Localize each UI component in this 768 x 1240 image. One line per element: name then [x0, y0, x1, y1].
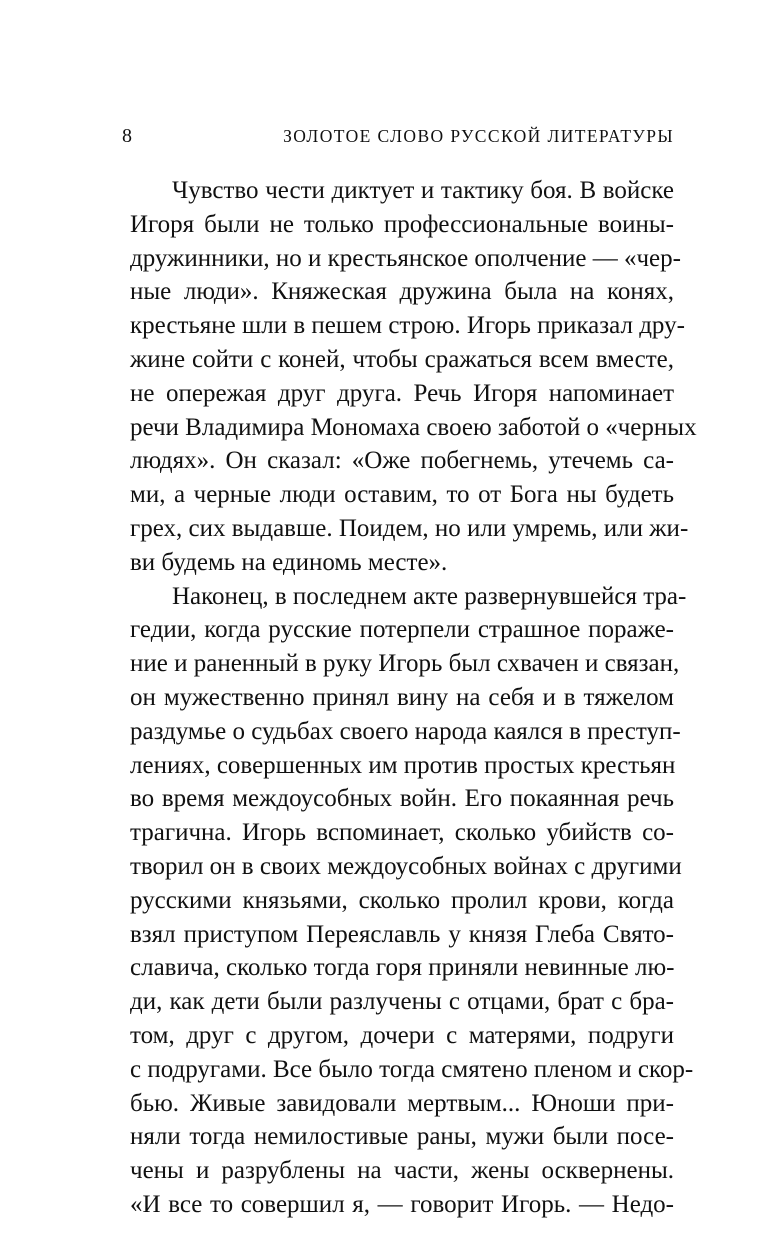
text-line: речи Владимира Мономаха своею заботой о «черных	[130, 413, 697, 441]
text-line: взял приступом Переяславль у князя Глеба Свято-	[130, 920, 674, 948]
text-line: ви будемь на единомь месте».	[130, 548, 448, 576]
text-line: Игоря были не только профессиональные воины-	[130, 210, 674, 238]
text-line: он мужественно принял вину на себя и в тяжелом	[130, 683, 674, 711]
text-line: жине сойти с коней, чтобы сражаться всем вместе,	[130, 345, 674, 373]
text-line: ди, как дети были разлучены с отцами, брат с бра-	[130, 988, 674, 1016]
text-line: ные люди». Княжеская дружина была на конях,	[130, 278, 674, 306]
text-line: раздумье о судьбах своего народа каялся в преступ-	[130, 717, 681, 745]
text-line: русскими князьями, сколько пролил крови, когда	[130, 886, 674, 914]
text-line: дружинники, но и крестьянское ополчение — «чер-	[130, 244, 681, 272]
paragraph	[130, 580, 694, 1222]
text-line: ние и раненный в руку Игорь был схвачен и связан,	[130, 650, 680, 678]
running-title: ЗОЛОТОЕ СЛОВО РУССКОЙ ЛИТЕРАТУРЫ	[283, 126, 674, 146]
text-line: ми, а черные люди оставим, то от Бога ны будеть	[130, 481, 674, 509]
body-text	[130, 174, 697, 1222]
text-line: том, друг с другом, дочери с матерями, подруги	[130, 1021, 674, 1049]
text-line: бью. Живые завидовали мертвым... Юноши при-	[130, 1089, 674, 1117]
text-line: творил он в своих междоусобных войнах с другими	[130, 852, 682, 880]
text-line: «И все то совершил я, — говорит Игорь. — Недо-	[130, 1190, 674, 1218]
text-line: с подругами. Все было тогда смятено пленом и скор-	[130, 1055, 694, 1083]
text-line: людях». Он сказал: «Оже побегнемь, утечемь са-	[130, 447, 674, 475]
text-line: Чувство чести диктует и тактику боя. В войске	[172, 177, 674, 204]
text-line: славича, сколько тогда горя приняли невинные лю-	[130, 954, 675, 982]
text-line: не опережая друг друга. Речь Игоря напоминает	[130, 379, 674, 407]
text-line: чены и разрублены на части, жены осквернены.	[130, 1157, 674, 1185]
text-line: Наконец, в последнем акте развернувшейся тра-	[172, 582, 687, 610]
paragraph	[130, 174, 697, 580]
text-line: няли тогда немилостивые раны, мужи были посе-	[130, 1123, 674, 1151]
text-line: лениях, совершенных им против простых крестьян	[130, 751, 676, 779]
text-line: грех, сих выдавше. Поидем, но или умремь, или жи-	[130, 514, 689, 542]
text-line: во время междоусобных войн. Его покаянная речь	[130, 785, 674, 813]
page-number: 8	[122, 125, 132, 147]
text-line: крестьяне шли в пешем строю. Игорь приказал дру-	[130, 312, 685, 340]
text-line: трагична. Игорь вспоминает, сколько убийств со-	[130, 819, 674, 847]
text-line: гедии, когда русские потерпели страшное пораже-	[130, 616, 674, 644]
